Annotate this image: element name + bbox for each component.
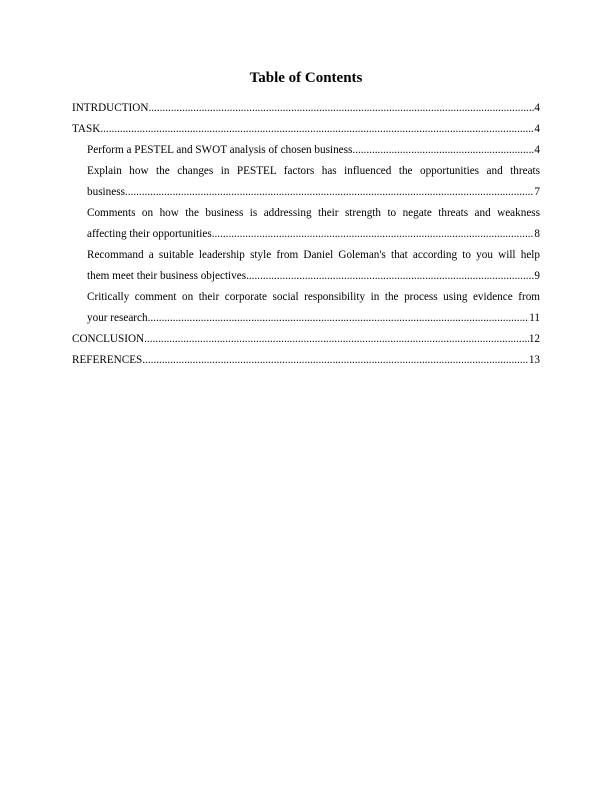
toc-entry-label-line1: Comments on how the business is addressing their strength to negate threats and weakness bbox=[87, 207, 540, 219]
toc-entry-references[interactable] bbox=[72, 350, 540, 371]
dot-leader bbox=[148, 308, 530, 329]
toc-entry-csr[interactable] bbox=[72, 287, 540, 329]
toc-page-number: 4 bbox=[534, 102, 540, 114]
toc-page-number: 9 bbox=[534, 270, 540, 282]
toc-page-number: 11 bbox=[529, 312, 540, 324]
dot-leader bbox=[246, 266, 534, 287]
dot-leader bbox=[142, 350, 529, 371]
toc-entry-task[interactable] bbox=[72, 119, 540, 140]
toc-entry-label-line2: them meet their business objectives bbox=[87, 270, 247, 282]
toc-entry-label: CONCLUSION bbox=[72, 333, 145, 345]
toc-entry-pestel-swot[interactable] bbox=[72, 140, 540, 161]
toc-page-number: 4 bbox=[534, 144, 540, 156]
toc-entry-introduction[interactable] bbox=[72, 98, 540, 119]
toc-page-number: 7 bbox=[534, 186, 540, 198]
toc-entry-label: Perform a PESTEL and SWOT analysis of chosen business bbox=[87, 144, 353, 156]
toc-entry-label-line2: your research bbox=[87, 312, 148, 324]
table-of-contents bbox=[72, 98, 540, 371]
toc-entry-leadership[interactable] bbox=[72, 245, 540, 287]
toc-entry-strengths[interactable] bbox=[72, 203, 540, 245]
dot-leader bbox=[144, 329, 529, 350]
toc-page-number: 12 bbox=[528, 333, 540, 345]
dot-leader bbox=[352, 140, 534, 161]
dot-leader bbox=[100, 119, 534, 140]
toc-entry-label: INTRDUCTION bbox=[72, 102, 149, 114]
toc-page-number: 13 bbox=[528, 354, 540, 366]
toc-entry-conclusion[interactable] bbox=[72, 329, 540, 350]
toc-page-number: 4 bbox=[534, 123, 540, 135]
toc-entry-pestel-changes[interactable] bbox=[72, 161, 540, 203]
toc-title: Table of Contents bbox=[249, 70, 363, 86]
dot-leader bbox=[212, 224, 535, 245]
toc-page-number: 8 bbox=[534, 228, 540, 240]
toc-entry-label-line1: Critically comment on their corporate social responsibility in the process using evidence from bbox=[87, 291, 540, 303]
dot-leader bbox=[125, 182, 534, 203]
toc-entry-label-line2: business bbox=[87, 186, 125, 198]
toc-entry-label-line1: Recommand a suitable leadership style from Daniel Goleman's that according to you will help bbox=[87, 249, 540, 261]
toc-entry-label-line1: Explain how the changes in PESTEL factors has influenced the opportunities and threats bbox=[87, 165, 540, 177]
toc-entry-label: TASK bbox=[72, 123, 101, 135]
toc-entry-label: REFERENCES bbox=[72, 354, 143, 366]
toc-entry-label-line2: affecting their opportunities bbox=[87, 228, 212, 240]
dot-leader bbox=[148, 98, 534, 119]
